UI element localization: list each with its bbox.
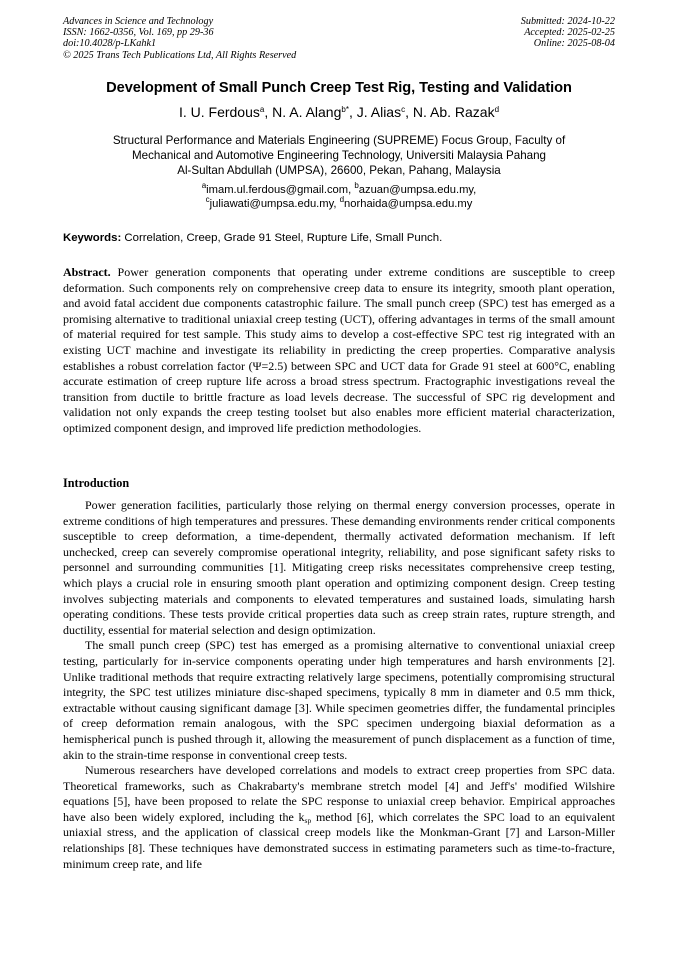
journal-name: Advances in Science and Technology xyxy=(63,16,214,27)
abstract-text: Power generation components that operating under extreme conditions are susceptible to creep deformation. Such components rely on comprehensive creep data to ensure its integrity, smooth plant operation, and avoid fatal accident due components catastrophic failure. The small punch creep (SPC) test has emerged as a promising alternative to traditional uniaxial creep testing (UCT), offering advantages in terms of the small amount of material required for test sample. This study aims to develop a cost-effective SPC test rig integrated with an existing UCT machine and investigate its reliability in predicting the creep properties. Comparative analysis establishes a robust correlation factor (Ψ=2.5) between SPC and UCT data for Grade 91 steel at 600°C, enabling accurate estimation of creep rupture life across a broad stress spectrum. Fractographic investigations reveal the transition from ductile to brittle fracture as load levels decrease. The successful of SPC rig development and validation not only expands the creep testing toolset but also enables more efficient material characterization, optimized component design, and improved life prediction methodologies. xyxy=(63,265,615,435)
introduction-body xyxy=(63,498,615,872)
paragraph: The small punch creep (SPC) test has emerged as a promising alternative to conventional uniaxial creep testing, particularly for in-service components operating under high temperatures and harsh environments [2]. Unlike traditional methods that require extracting relatively large specimens, potentially compromising structural integrity, the SPC test utilizes miniature disc-shaped specimens, typically 8 mm in diameter and 0.5 mm thick, extractable without causing significant damage [3]. While specimen geometries differ, the fundamental principles of creep deformation remain analogous, with the SPC specimen undergoing biaxial deformation as a hemispherical punch is pushed through it, allowing the measurement of punch displacement as a function of time, akin to the strain-time response in conventional creep tests. xyxy=(63,638,615,762)
email-marker: d xyxy=(339,195,345,205)
journal-info xyxy=(63,16,296,61)
online-date: Online: 2025-08-04 xyxy=(533,38,615,50)
affiliation-line: Mechanical and Automotive Engineering Technology, Universiti Malaysia Pahang xyxy=(132,149,546,163)
paper-title: Development of Small Punch Creep Test Rig, Testing and Validation xyxy=(106,80,572,96)
paragraph-text: Numerous researchers have developed correlations and models to extract creep properties from SPC data. Theoretical frameworks, such as Chakrabarty's membrane stretch model [4] and Jeff's' modified Wilshire equations [5], have been proposed to relate the SPC response to uniaxial creep behavior. Empirical approaches have also been widely explored, including the k xyxy=(63,763,615,824)
email-marker: c xyxy=(205,195,210,205)
ksp-subscript: sp xyxy=(304,815,312,825)
keywords-text: Correlation, Creep, Grade 91 Steel, Rupture Life, Small Punch. xyxy=(124,232,443,244)
affiliation xyxy=(60,133,618,179)
section-heading: Introduction xyxy=(63,476,130,490)
copyright-line: © 2025 Trans Tech Publications Ltd, All Rights Reserved xyxy=(63,49,297,61)
author-name: N. A. Alang xyxy=(272,104,342,120)
author-name: I. U. Ferdous xyxy=(178,104,260,120)
issn-line: ISSN: 1662-0356, Vol. 169, pp 29-36 xyxy=(63,27,214,39)
keywords-label: Keywords: xyxy=(63,232,122,244)
keywords-line xyxy=(63,232,615,244)
email-link[interactable]: azuan@umpsa.edu.my xyxy=(358,184,474,196)
affiliation-line: Structural Performance and Materials Engineering (SUPREME) Focus Group, Faculty of xyxy=(112,134,566,147)
author-name: N. Ab. Razak xyxy=(412,104,495,120)
author-name: J. Alias xyxy=(356,104,402,120)
author-marker: a xyxy=(259,105,265,114)
publication-dates xyxy=(521,16,615,50)
submitted-date: Submitted: 2024-10-22 xyxy=(520,16,615,27)
abstract xyxy=(63,265,615,437)
author-marker: c xyxy=(401,105,406,114)
doi-line: doi:10.4028/p-LKahk1 xyxy=(63,38,157,50)
author-list: I. U. Ferdous$^a$, N. A. Alang$^{b*}$, J. Alias$^c$, N. Ab. Razak$^d$ xyxy=(178,104,500,120)
email-marker: a xyxy=(201,181,207,190)
paragraph: Power generation facilities, particularly those relying on thermal energy conversion processes, operate in extreme conditions of high temperatures and pressures. These demanding environments render critical components susceptible to creep deformation, a time-dependent, thermally activated deformation mechanism. If left unchecked, creep can severely compromise operational integrity, reliability, and pose significant safety risks to personnel and surrounding communities [1]. Mitigating creep risks necessitates comprehensive creep testing, which plays a crucial role in ensuring smooth plant operation and optimizing component design. Creep testing involves subjecting materials and components to elevated temperatures and sustained loads, simulating harsh operating conditions. These tests provide critical properties data such as creep strain rates, rupture strength, and ductility, essential for material selection and design optimization. xyxy=(63,498,615,637)
email-link[interactable]: norhaida@umpsa.edu.my xyxy=(344,198,473,211)
affiliation-line: Al-Sultan Abdullah (UMPSA), 26600, Pekan, Pahang, Malaysia xyxy=(177,164,501,178)
paragraph-text: method [6], which correlates the SPC load to an equivalent uniaxial stress, and the application of classical creep models like the Monkman-Grant [7] and Larson-Miller relationships [8]. These techniques have demonstrated success in estimating parameters such as time-to-fracture, minimum creep rate, and life xyxy=(63,809,616,871)
email-marker: b xyxy=(354,181,359,190)
email-link[interactable]: imam.ul.ferdous@gmail.com xyxy=(206,184,349,196)
paragraph xyxy=(63,763,615,872)
email-link[interactable]: juliawati@umpsa.edu.my xyxy=(209,198,334,211)
author-emails: $^a$imam.ul.ferdous@gmail.com, $^b$azuan@umpsa.edu.my, $^c$juliawati@umpsa.edu.my, $^d$norhaida@umpsa.edu.my xyxy=(201,181,477,211)
abstract-label: Abstract. xyxy=(63,265,111,279)
accepted-date: Accepted: 2025-02-25 xyxy=(524,27,615,39)
author-marker: d xyxy=(494,105,500,114)
author-marker: b* xyxy=(341,105,349,114)
